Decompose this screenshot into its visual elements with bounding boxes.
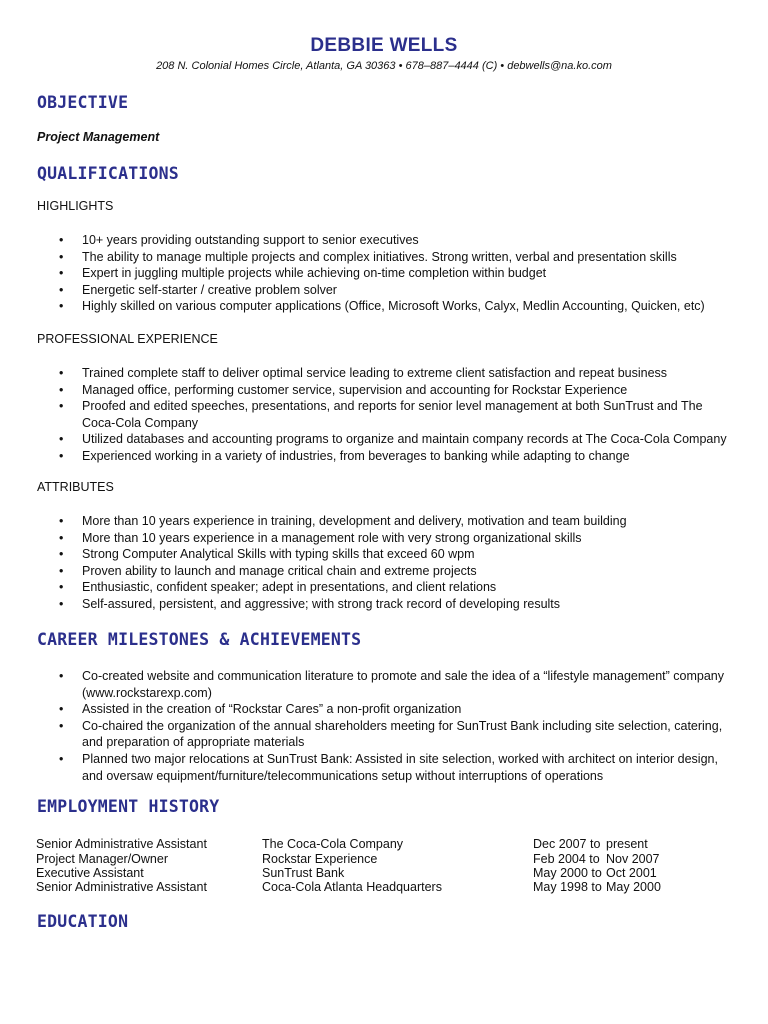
job-title: Project Manager/Owner: [36, 852, 169, 866]
list-item: • Self-assured, persistent, and aggressive; with strong track record of developing results: [59, 596, 561, 611]
bullet-icon: •: [59, 563, 64, 578]
employment-heading: EMPLOYMENT HISTORY: [37, 797, 220, 816]
list-item: • Co-created website and communication literature to promote and sale the idea of a “lifestyle management” company (www.rockstarexp.com): [59, 669, 725, 700]
company-name: SunTrust Bank: [262, 866, 345, 880]
bullet-icon: •: [59, 596, 64, 611]
highlights-subheading: HIGHLIGHTS: [37, 199, 114, 213]
bullet-icon: •: [59, 249, 64, 264]
bullet-icon: •: [59, 399, 64, 414]
table-row: [0, 852, 768, 866]
end-date: May 2000: [606, 880, 661, 894]
bullet-icon: •: [59, 299, 64, 314]
start-date: Dec 2007 to: [533, 837, 601, 851]
bullet-icon: •: [59, 751, 64, 766]
qualifications-heading: QUALIFICATIONS: [37, 164, 179, 183]
start-date: Feb 2004 to: [533, 852, 600, 866]
table-row: [0, 837, 768, 851]
bullet-icon: •: [59, 702, 64, 717]
list-item: • The ability to manage multiple projects and complex initiatives. Strong written, verbal and presentation skills: [59, 249, 677, 264]
table-row: [0, 880, 768, 894]
bullet-icon: •: [59, 366, 64, 380]
milestones-heading: CAREER MILESTONES & ACHIEVEMENTS: [37, 630, 362, 649]
list-item: • Highly skilled on various computer applications (Office, Microsoft Works, Calyx, Medlin Accounting, Quicken, etc): [59, 299, 705, 314]
bullet-icon: •: [59, 266, 64, 281]
list-item: • Utilized databases and accounting programs to organize and maintain company records at The Coca-Cola Company: [59, 432, 727, 447]
bullet-icon: •: [59, 432, 64, 447]
list-item: • Expert in juggling multiple projects while achieving on-time completion within budget: [59, 266, 547, 281]
company-name: Rockstar Experience: [262, 852, 378, 866]
objective-text: Project Management: [37, 130, 160, 144]
attributes-list: [0, 513, 768, 613]
list-item: • More than 10 years experience in a management role with very strong organizational skills: [59, 530, 582, 545]
experience-list: [0, 365, 768, 465]
list-item: • Managed office, performing customer service, supervision and accounting for Rockstar Experience: [59, 382, 628, 397]
milestones-list: [0, 668, 768, 784]
job-title: Executive Assistant: [36, 866, 144, 880]
bullet-icon: •: [59, 530, 64, 545]
start-date: May 2000 to: [533, 866, 602, 880]
end-date: Oct 2001: [606, 866, 657, 880]
list-item: • Proofed and edited speeches, presentations, and reports for senior level management at both SunTrust and The Coca-Cola Company: [59, 399, 703, 430]
list-item: • Assisted in the creation of “Rockstar Cares” a non-profit organization: [59, 702, 462, 717]
bullet-icon: •: [59, 514, 64, 528]
list-item: • Planned two major relocations at SunTrust Bank: Assisted in site selection, worked with architect on interior design, and oversaw equipment/furniture/telecommunications setup without interruptions of operations: [59, 751, 718, 783]
list-item: • Strong Computer Analytical Skills with typing skills that exceed 60 wpm: [59, 547, 475, 562]
list-item: • Enthusiastic, confident speaker; adept in presentations, and client relations: [59, 580, 497, 595]
table-row: [0, 866, 768, 880]
bullet-icon: •: [59, 282, 64, 297]
list-item: • Co-chaired the organization of the annual shareholders meeting for SunTrust Bank including site selection, catering, and preparation of appropriate materials: [59, 718, 723, 750]
job-title: Senior Administrative Assistant: [36, 880, 207, 894]
bullet-icon: •: [59, 580, 64, 595]
bullet-icon: •: [59, 448, 64, 463]
list-item: • Experienced working in a variety of industries, from beverages to banking while adapting to change: [59, 448, 630, 463]
company-name: Coca-Cola Atlanta Headquarters: [262, 880, 442, 894]
attributes-subheading: ATTRIBUTES: [37, 480, 114, 494]
bullet-icon: •: [59, 718, 64, 733]
highlights-list: [0, 232, 768, 315]
list-item: • 10+ years providing outstanding support to senior executives: [59, 233, 419, 247]
company-name: The Coca-Cola Company: [262, 837, 404, 851]
end-date: present: [606, 837, 648, 851]
list-item: • Energetic self-starter / creative problem solver: [59, 282, 337, 297]
candidate-name: DEBBIE WELLS: [310, 35, 458, 56]
contact-line: 208 N. Colonial Homes Circle, Atlanta, GA 30363 • 678–887–4444 (C) • debwells@na.ko.com: [156, 60, 612, 72]
end-date: Nov 2007: [606, 852, 660, 866]
objective-heading: OBJECTIVE: [37, 93, 129, 112]
bullet-icon: •: [59, 547, 64, 562]
bullet-icon: •: [59, 382, 64, 397]
list-item: • More than 10 years experience in training, development and delivery, motivation and team building: [59, 514, 627, 528]
education-heading: EDUCATION: [37, 912, 129, 931]
list-item: • Trained complete staff to deliver optimal service leading to extreme client satisfaction and repeat business: [59, 366, 668, 380]
experience-subheading: PROFESSIONAL EXPERIENCE: [37, 332, 218, 346]
job-title: Senior Administrative Assistant: [36, 837, 207, 851]
bullet-icon: •: [59, 669, 64, 683]
start-date: May 1998 to: [533, 880, 602, 894]
list-item: • Proven ability to launch and manage critical chain and extreme projects: [59, 563, 477, 578]
bullet-icon: •: [59, 233, 64, 247]
